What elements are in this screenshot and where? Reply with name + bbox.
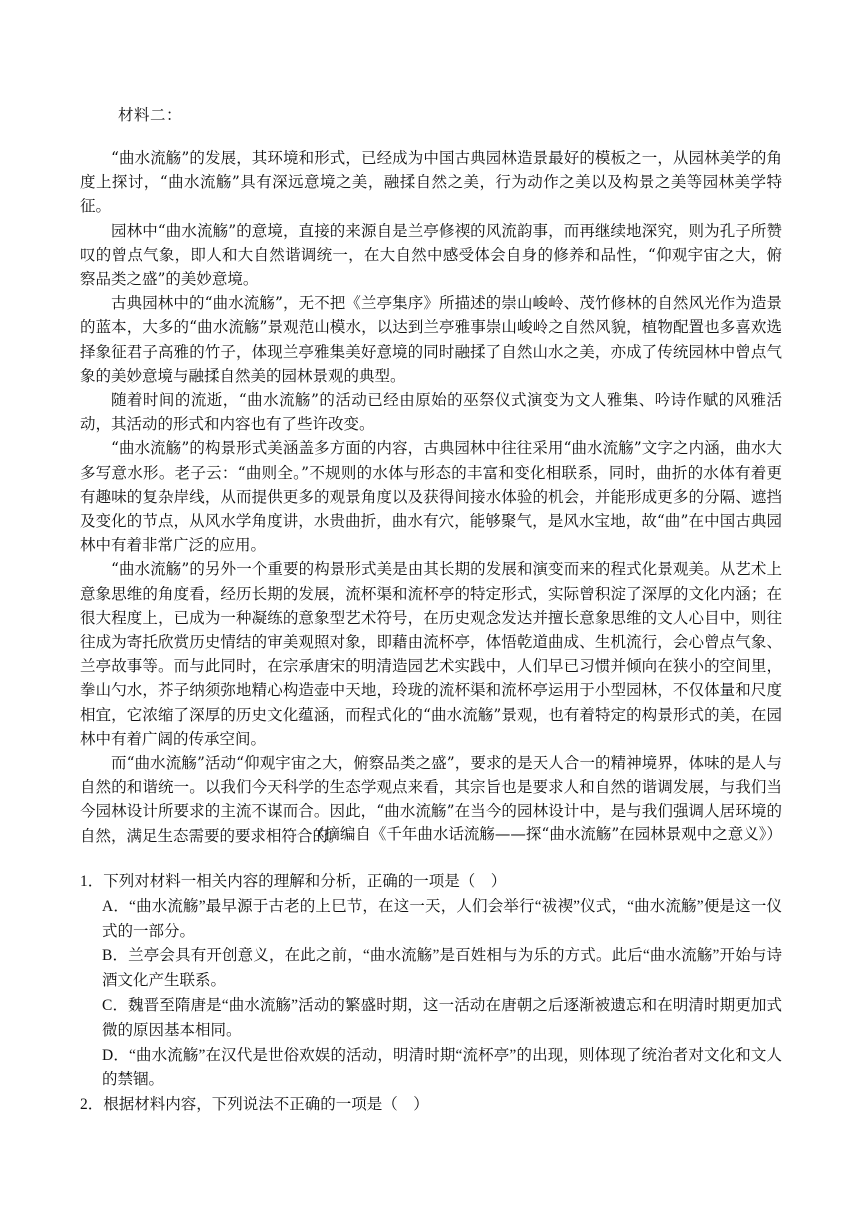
paragraph: “曲水流觞”的构景形式美涵盖多方面的内容，古典园林中往往采用“曲水流觞”文字之内涵，曲水大多写意水形。老子云：“曲则全。”不规则的水体与形态的丰富和变化相联系，同时，曲折的水体有着更有趣味的复杂岸线，从而提供更多的观景角度以及获得间接水体验的机会，并能形成更多的分隔、遮挡及变化的节点，从风水学角度讲，水贵曲折，曲水有穴，能够聚气，是风水宝地，故“曲”在中国古典园林中有着非常广泛的应用。 — [80, 439, 782, 555]
question-item — [80, 870, 782, 1093]
option-d: D．“曲水流觞”在汉代是世俗欢娱的活动，明清时期“流杯亭”的出现，则体现了统治者对文化和文人的禁锢。 — [102, 1046, 782, 1089]
article-body — [80, 146, 782, 848]
option-b: B．兰亭会具有开创意义，在此之前，“曲水流觞”是百姓相与为乐的方式。此后“曲水流觞”开始与诗酒文化产生联系。 — [102, 947, 782, 990]
option-a: A．“曲水流觞”最早源于古老的上巳节，在这一天，人们会举行“祓禊”仪式，“曲水流觞”便是这一仪式的一部分。 — [102, 897, 782, 940]
section-heading: 材料二： — [118, 106, 183, 124]
paragraph: 园林中“曲水流觞”的意境，直接的来源自是兰亭修禊的风流韵事，而再继续地深究，则为孔子所赞叹的曾点气象，即人和大自然谐调统一，在大自然中感受体会自身的修养和品性，“仰观宇宙之大，俯察品类之盛”的美妙意境。 — [80, 221, 782, 289]
question-stem: 2．根据材料内容，下列说法不正确的一项是（ ） — [80, 1096, 429, 1114]
paragraph: 随着时间的流逝，“曲水流觞”的活动已经由原始的巫祭仪式演变为文人雅集、吟诗作赋的风雅活动，其活动的形式和内容也有了些许改变。 — [80, 391, 782, 434]
question-item — [80, 1093, 782, 1118]
source-citation: （摘编自《千年曲水话流觞——探“曲水流觞”在园林景观中之意义》） — [308, 825, 782, 843]
question-list — [80, 870, 782, 1118]
option-c: C．魏晋至隋唐是“曲水流觞”活动的繁盛时期，这一活动在唐朝之后逐渐被遗忘和在明清时期更加式微的原因基本相同。 — [102, 996, 782, 1039]
paragraph: 古典园林中的“曲水流觞”，无不把《兰亭集序》所描述的崇山峻岭、茂竹修林的自然风光作为造景的蓝本，大多的“曲水流觞”景观范山模水，以达到兰亭雅事崇山峻岭之自然风貌，植物配置也多喜欢选择象征君子高雅的竹子，体现兰亭雅集美好意境的同时融揉了自然山水之美，亦成了传统园林中曾点气象的美妙意境与融揉自然美的园林景观的典型。 — [80, 294, 782, 385]
paragraph: 而“曲水流觞”活动“仰观宇宙之大，俯察品类之盛”，要求的是天人合一的精神境界，体味的是人与自然的和谐统一。以我们今天科学的生态学观点来看，其宗旨也是要求人和自然的谐调发展，与我们当今园林设计所要求的主流不谋而合。因此，“曲水流觞”在当今的园林设计中，是与我们强调人居环境的自然，满足生态需要的要求相符合的。 — [80, 754, 782, 845]
paragraph: “曲水流觞”的发展，其环境和形式，已经成为中国古典园林造景最好的模板之一，从园林美学的角度上探讨，“曲水流觞”具有深远意境之美，融揉自然之美，行为动作之美以及构景之美等园林美学特征。 — [80, 149, 782, 216]
question-stem: 1．下列对材料一相关内容的理解和分析，正确的一项是（ ） — [80, 873, 507, 890]
paragraph: “曲水流觞”的另外一个重要的构景形式美是由其长期的发展和演变而来的程式化景观美。从艺术上意象思维的角度看，经历长期的发展，流杯渠和流杯亭的特定形式，实际曾积淀了深厚的文化内涵；在很大程度上，已成为一种凝练的意象型艺术符号，在历史观念发达并擅长意象思维的文人心目中，则往往成为寄托欣赏历史情结的审美观照对象，即藉由流杯亭，体悟乾道曲成、生机流行，会心曾点气象、兰亭故事等。而与此同时，在宗承唐宋的明清造园艺术实践中，人们早已习惯并倾向在狭小的空间里，拳山勺水，芥子纳须弥地精心构造壶中天地，玲珑的流杯渠和流杯亭运用于小型园林，不仅体量和尺度相宜，它浓缩了深厚的历史文化蕴涵，而程式化的“曲水流觞”景观，也有着特定的构景形式的美，在园林中有着广阔的传承空间。 — [80, 560, 782, 748]
